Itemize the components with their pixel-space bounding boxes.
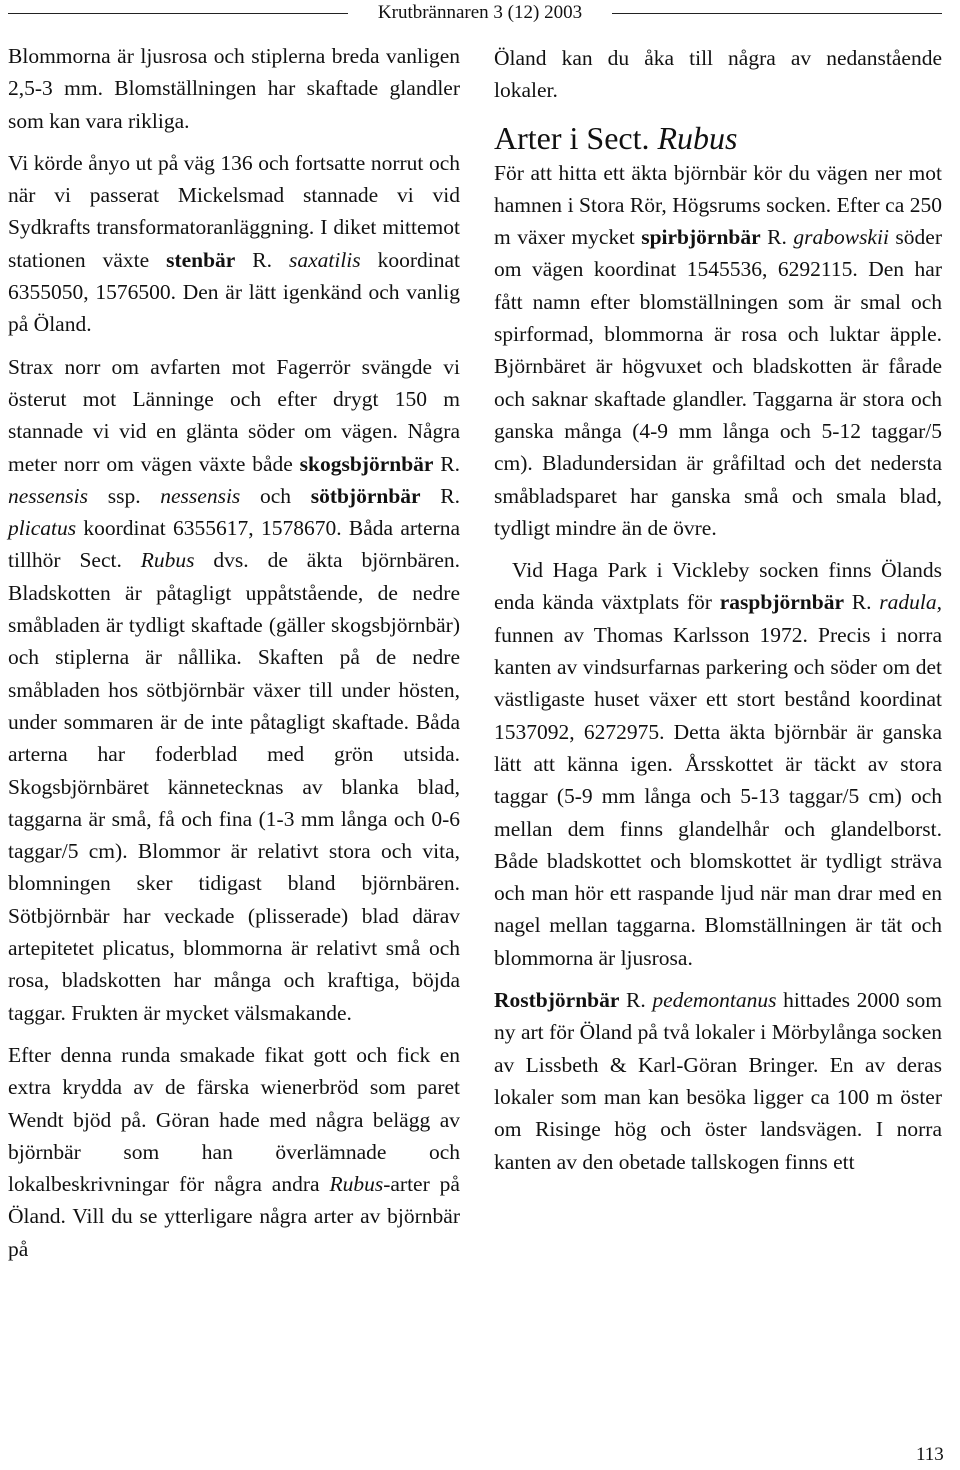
species-name: stenbär [166, 247, 236, 272]
latin-epithet: radula, [879, 590, 942, 615]
text-run: För att hitta ett äkta björnbär kör du vägen ner mot hamnen i Stora Rör, Högsrums socken. Efter ca 250 m växer mycket [494, 160, 942, 250]
text-run: ssp. [88, 483, 161, 508]
latin-genus: Rubus [329, 1172, 384, 1197]
page-number: 113 [916, 1444, 944, 1465]
paragraph [494, 984, 942, 1178]
latin-epithet: grabowskii [793, 225, 889, 250]
paragraph [494, 157, 942, 545]
species-name: sötbjörnbär [310, 483, 421, 508]
species-name: raspbjörnbär [719, 590, 844, 615]
text-run: Öland kan du åka till några av nedanstående lokaler. [494, 46, 942, 103]
paragraph [8, 147, 460, 341]
running-header: Krutbrännaren 3 (12) 2003 [377, 2, 583, 23]
text-run: R. [433, 451, 461, 476]
heading-text: Arter i Sect. [494, 119, 658, 156]
paragraph [8, 351, 460, 1029]
latin-genus: Rubus [140, 548, 195, 573]
text-run: Vid Haga Park i Vickleby socken finns Ölands enda kända växtplats för [494, 558, 942, 615]
paragraph [8, 40, 460, 137]
section-heading [494, 119, 942, 157]
text-run: Strax norr om avfarten mot Fagerrör svängde vi österut mot Länninge och efter drygt 150 m stannade vi vid en glänta söder om vägen. Några meter norr om vägen växte både [8, 354, 460, 476]
text-run: Vi körde ånyo ut på väg 136 och fortsatte norrut och när vi passerat Mickelsmad stannade vi vid Sydkrafts transformatoranläggning. I diket mittemot stationen växte [8, 150, 460, 272]
latin-epithet: pedemontanus [652, 988, 777, 1013]
text-run: -arter på Öland. Vill du se ytterligare några arter av björnbär på [8, 1172, 460, 1261]
text-run: söder om vägen koordinat 1545536, 6292115. Den har fått namn efter blomställningen som är smal och spirformad, blommorna är rosa och luktar äpple. Björnbäret är högvuxet och bladskotten är fårade och saknar skaftade glandler. Taggarna är stora och ganska många (4-9 mm långa och 5-12 taggar/5 cm). Bladundersidan är gråfiltad och det nedersta småbladsparet har ganska små och smala blad, tydligt mindre än de övre. [494, 225, 942, 540]
text-run: och [240, 483, 311, 508]
text-run: R. [619, 988, 653, 1013]
paragraph [494, 554, 942, 974]
text-run: Blommorna är ljusrosa och stiplerna breda vanligen 2,5-3 mm. Blomställningen har skaftade glandler som kan vara rikliga. [8, 44, 460, 133]
text-run: R. [420, 483, 461, 508]
text-run: dvs. de äkta björnbären. Bladskotten är påtagligt uppåtstående, de nedre småbladen är tydligt skaftade (gäller skogsbjörnbär) och stiplerna är nållika. Skaften på de nedre småbladen hos sötbjörnbär växer till under hösten, under sommaren är de inte påtagligt skaftade. Båda arterna har foderblad med grön utsida. Skogsbjörnbäret kännetecknas av blanka blad, taggarna är små, få och fina (1-3 mm långa och 0-6 taggar/5 cm). Blommor är relativt stora och vita, blomningen sker tidigast bland björnbären. Sötbjörnbär har veckade (plisserade) blad därav artepitetet plicatus, blommorna är relativt små och rosa, bladskotten har många och kraftiga, böjda taggar. Frukten är mycket välsmakande. [8, 548, 460, 1025]
text-run: Efter denna runda smakade fikat gott och fick en extra krydda av de färska wienerbröd som paret Wendt bjöd på. Göran hade med några belägg av björnbär som han överlämnade och lokalbeskrivningar för några andra [8, 1042, 460, 1197]
text-run: R. [235, 247, 289, 272]
header-rule-right [612, 13, 942, 14]
paragraph [494, 42, 942, 107]
species-name: spirbjörnbär [641, 225, 761, 250]
latin-epithet: saxatilis [288, 247, 361, 272]
text-run: hittades 2000 som ny art för Öland på två lokaler i Mörbylånga socken av Lissbeth & Karl-Göran Bringer. En av deras lokaler som man kan besöka ligger ca 100 m öster om Risinge hög och öster landsvägen. I norra kanten av den obetade tallskogen finns ett [494, 988, 942, 1174]
latin-epithet: nessensis [160, 483, 241, 508]
species-name: skogsbjörnbär [299, 451, 434, 476]
species-name: Rostbjörnbär [494, 988, 620, 1013]
right-column [494, 42, 942, 1178]
heading-genus: Rubus [657, 119, 738, 156]
text-run: koordinat 6355050, 1576500. Den är lätt igenkänd och vanlig på Öland. [8, 247, 460, 337]
header-rule-left [8, 13, 348, 14]
paragraph [8, 1039, 460, 1265]
text-run: funnen av Thomas Karlsson 1972. Precis i norra kanten av vindsurfarnas parkering och söder om det västligaste huset växer ett stort bestånd koordinat 1537092, 6272975. Detta äkta björnbär är ganska lätt att känna igen. Årsskottet är täckt av stora taggar (5-9 mm långa och 5-13 taggar/5 cm) och mellan dem finns glandelhår och glandelborst. Både bladskottet och blomskottet är tydligt sträva och man hör ett raspande ljud när man drar med en nagel mellan taggarna. Blomställningen är tät och blommorna är ljusrosa. [494, 622, 942, 970]
text-run: R. [843, 590, 880, 615]
text-run: R. [760, 225, 794, 250]
latin-epithet: nessensis [8, 483, 89, 508]
latin-epithet: plicatus [8, 516, 77, 541]
left-column [8, 40, 460, 1265]
text-run: koordinat 6355617, 1578670. Båda arterna tillhör Sect. [8, 516, 460, 573]
